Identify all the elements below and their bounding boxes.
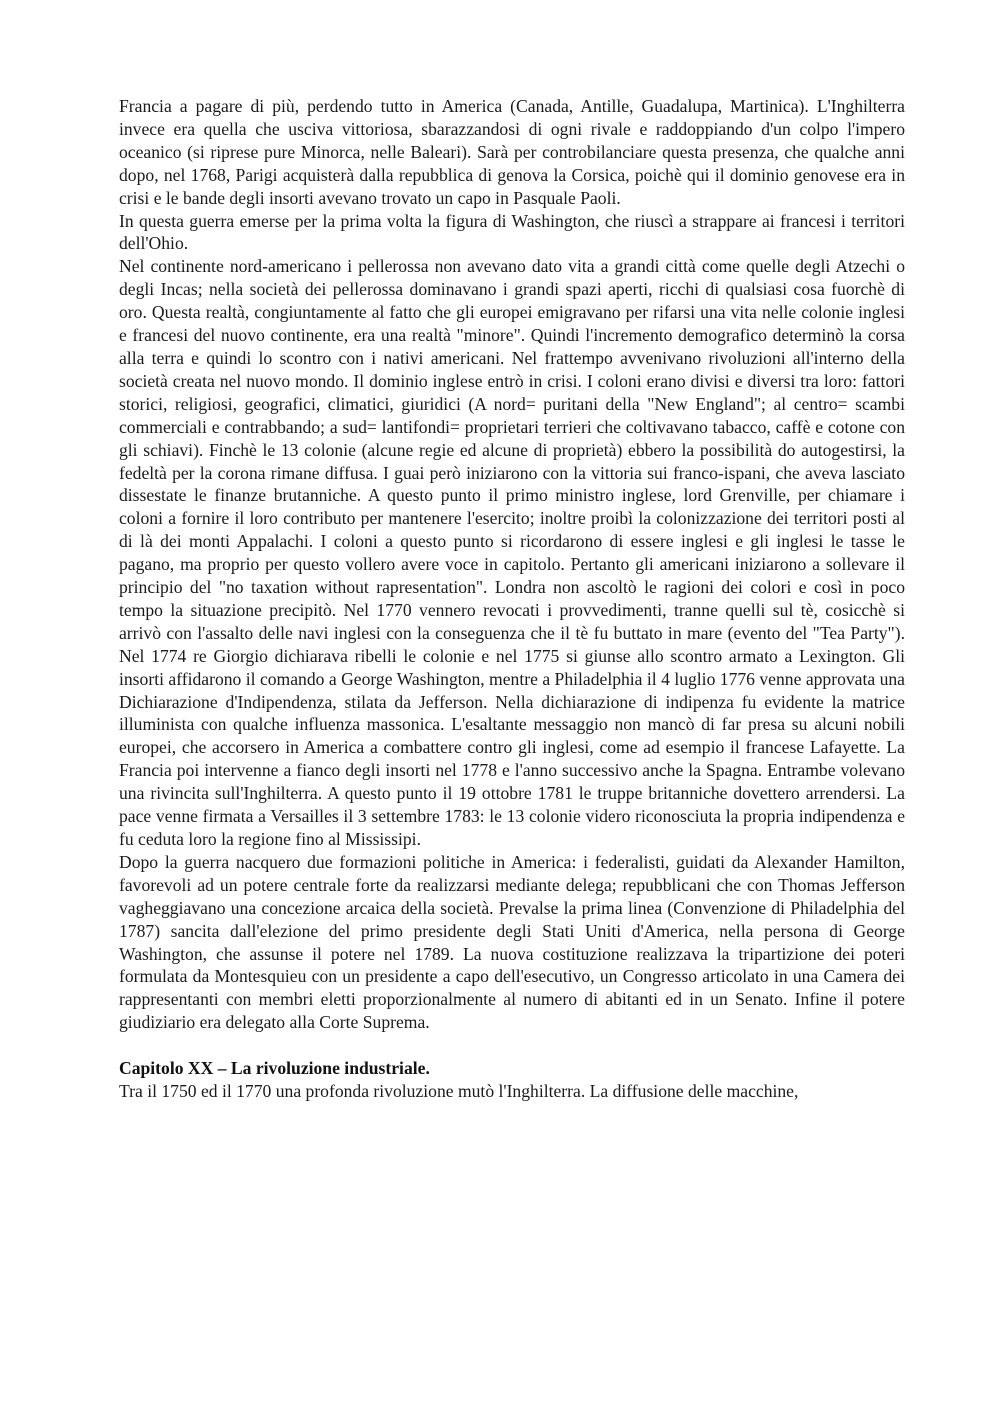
paragraph-american-revolution: Nel continente nord-americano i pellerossa non avevano dato vita a grandi città come quelle degli Atzechi o degli Incas; nella società dei pellerossa dominavano i grandi spazi aperti, ricchi di qualsiasi cosa fuorchè di oro. Questa realtà, congiuntamente al fatto che gli europei emigravano per rifarsi una vita nelle colonie inglesi e francesi del nuovo continente, era una realtà "minore". Quindi l'incremento demografico determinò la corsa alla terra e quindi lo scontro con i nativi americani. Nel frattempo avvenivano rivoluzioni all'interno della società creata nel nuovo mondo. Il dominio inglese entrò in crisi. I coloni erano divisi e diversi tra loro: fattori storici, religiosi, geografici, climatici, giuridici (A nord= puritani della "New England"; al centro= scambi commerciali e contrabbando; a sud= lantifondi= proprietari terrieri che coltivavano tabacco, caffè e cotone con gli schiavi). Finchè le 13 colonie (alcune regie ed alcune di proprietà) ebbero la possibilità do autogestirsi, la fedeltà per la corona rimane diffusa. I guai però iniziarono con la vittoria sui franco-ispani, che aveva lasciato dissestate le finanze brutanniche. A questo punto il primo ministro inglese, lord Grenville, per chiamare i coloni a fornire il loro contributo per mantenere l'esercito; inoltre proibì la colonizzazione dei territori posti al di là dei monti Appalachi. I coloni a questo punto si ricordarono di essere inglesi e gli inglesi le tasse le pagano, ma proprio per questo vollero avere voce in capitolo. Pertanto gli americani iniziarono a sollevare il principio del "no taxation without rapresentation". Londra non ascoltò le ragioni dei colori e così in poco tempo la situazione precipitò. Nel 1770 vennero revocati i provvedimenti, tranne quelli sul tè, cosicchè si arrivò con l'assalto delle navi inglesi con la conseguenza che il tè fu buttato in mare (evento del "Tea Party"). Nel 1774 re Giorgio dichiarava ribelli le colonie e nel 1775 si giunse allo scontro armato a Lexington. Gli insorti affidarono il comando a George Washington, mentre a Philadelphia il 4 luglio 1776 venne approvata una Dichiarazione d'Indipendenza, stilata da Jefferson. Nella dichiarazione di indipenza fu evidente la matrice illuminista con qualche influenza massonica. L'esaltante messaggio non mancò di far presa su alcuni nobili europei, che accorsero in America a combattere contro gli inglesi, come ad esempio il francese Lafayette. La Francia poi intervenne a fianco degli insorti nel 1778 e l'anno successivo anche la Spagna. Entrambe volevano una rivincita sull'Inghilterra. A questo punto il 19 ottobre 1781 le truppe britanniche dovettero arrendersi. La pace venne firmata a Versailles il 3 settembre 1783: le 13 colonie videro riconosciuta la propria indipendenza e fu ceduta loro la regione fino al Mississipi. — [119, 256, 905, 849]
paragraph-federalists-constitution: Dopo la guerra nacquero due formazioni politiche in America: i federalisti, guidati da Alexander Hamilton, favorevoli ad un potere centrale forte da realizzarsi mediante delega; repubblicani che con Thomas Jefferson vagheggiavano una concezione arcaica della società. Prevalse la prima linea (Convenzione di Philadelphia del 1787) sancita dall'elezione del primo presidente degli Stati Uniti d'America, nella persona di George Washington, che assunse il potere nel 1789. La nuova costituzione realizzava la tripartizione dei poteri formulata da Montesquieu con un presidente a capo dell'esecutivo, un Congresso articolato in una Camera dei rappresentanti con membri eletti proporzionalmente al numero di abitanti ed in un Senato. Infine il potere giudiziario era delegato alla Corte Suprema. — [119, 851, 905, 1033]
document-page — [119, 95, 905, 1103]
blank-line — [119, 1034, 905, 1057]
chapter-heading: Capitolo XX – La rivoluzione industriale. — [119, 1058, 430, 1079]
paragraph-industrial-revolution-intro: Tra il 1750 ed il 1770 una profonda rivoluzione mutò l'Inghilterra. La diffusione delle macchine, — [119, 1080, 799, 1101]
paragraph-washington-ohio: In questa guerra emerse per la prima volta la figura di Washington, che riuscì a strappare ai francesi i territori dell'Ohio. — [119, 210, 905, 254]
paragraph-seven-years-war-outcome: Francia a pagare di più, perdendo tutto in America (Canada, Antille, Guadalupa, Martinica). L'Inghilterra invece era quella che usciva vittoriosa, sbarazzandosi di ogni rivale e raddoppiando d'un colpo l'impero oceanico (si riprese pure Minorca, nelle Baleari). Sarà per controbilanciare questa presenza, che qualche anni dopo, nel 1768, Parigi acquisterà dalla repubblica di genova la Corsica, poichè qui il dominio genovese era in crisi e le bande degli insorti avevano trovato un capo in Pasquale Paoli. — [119, 96, 905, 208]
